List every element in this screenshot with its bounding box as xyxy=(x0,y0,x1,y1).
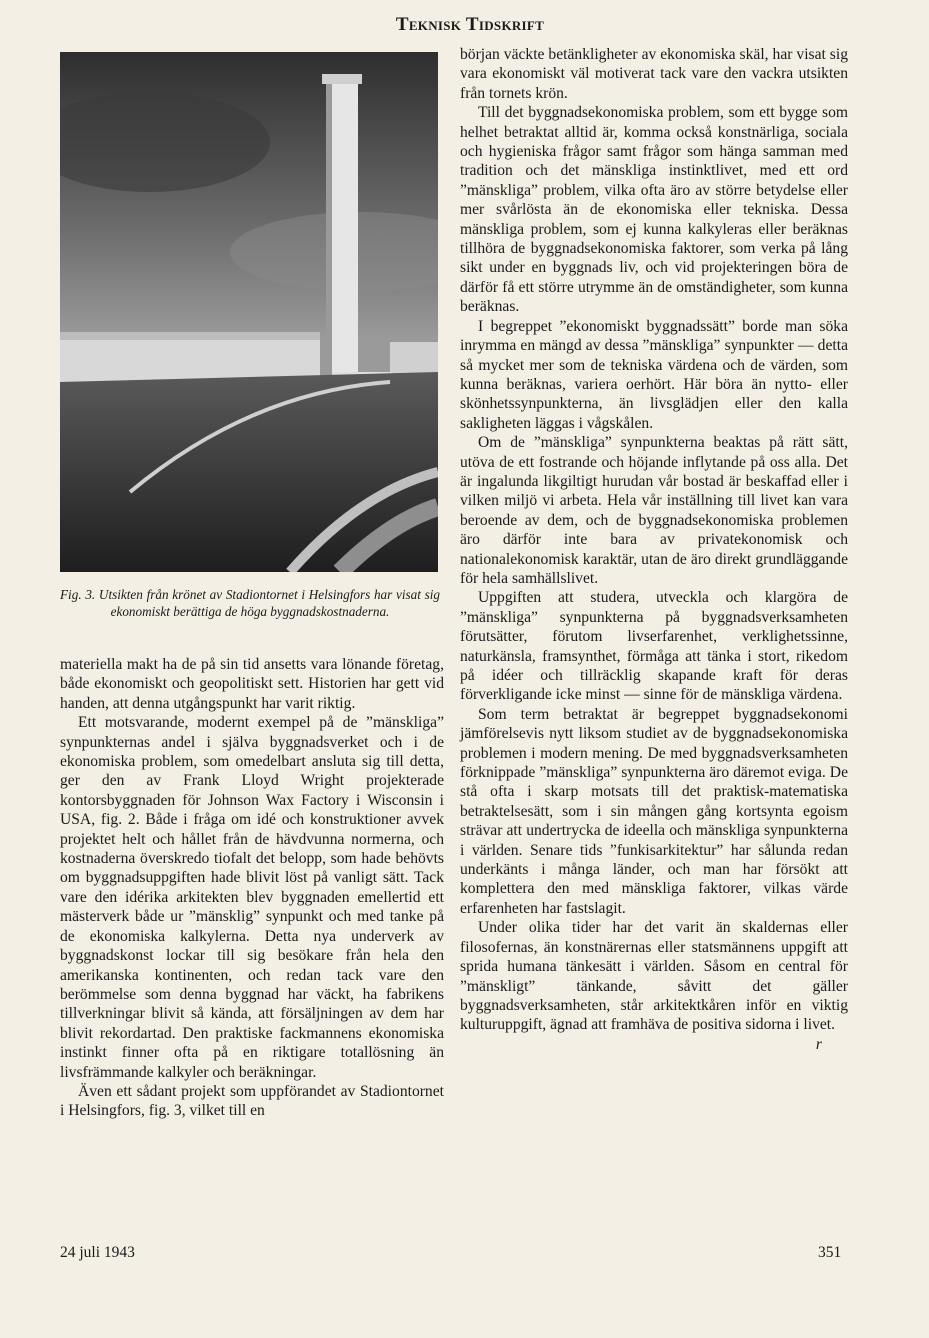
stadium-tower-photo xyxy=(60,52,438,572)
paragraph: Som term betraktat är begreppet byggnadsekonomi jämförelsevis nytt liksom studiet av de byggnadsekonomiska problemen i modern mening. De med byggnadsverksamheten förknippade ”mänskliga” synpunkterna äro däremot eviga. De stå ofta i skarp motsats till det praktisk-matematiska betraktelsesätt, som i sin mången gång kortsynta egoism strävar att undertrycka de ideella och mänskliga synpunkterna i världen. Senare tids ”funkisarkitektur” har sålunda redan underkänts i många länder, och man har försökt att komplettera den med mänskliga faktorer, vilkas värde erfarenheten har fastslagit. xyxy=(460,705,848,917)
paragraph: Om de ”mänskliga” synpunkterna beaktas på rätt sätt, utöva de ett fostrande och höjande inflytande på oss alla. Det är ingalunda likgiltigt hurudan vår bostad är beskaffad eller i vilken miljö vi arbeta. Hela vår inställning till livet kan vara beroende av dem, och de byggnadsekonomiska problemen äro därför inte bara av privatekonomisk och nationalekonomisk karaktär, utan de äro direkt grundläggande för hela samhällslivet. xyxy=(460,434,848,587)
paragraph: Även ett sådant projekt som uppförandet av Stadiontornet i Helsingfors, fig. 3, vilket till en xyxy=(60,1082,444,1120)
paragraph: Till det byggnadsekonomiska problem, som ett bygge som helhet betraktat alltid är, komma också konstnärliga, sociala och hygieniska frågor samt frågor som hänga samman med tradition och det mänskliga instinktlivet, med ett ord ”mänskliga” problem, vilka ofta äro av större betydelse eller mer svårlösta än de ekonomiska eller tekniska. Dessa mänskliga problem, som ej kunna kalkyleras eller beräknas tillhöra de byggnadsekonomiska faktorer, som verka på lång sikt under en byggnads liv, och vid projekteringen böra de därför få ett större utrymme än de omständigheter, som kunna beräknas. xyxy=(460,104,848,316)
left-column xyxy=(60,655,444,1121)
paragraph: början väckte betänkligheter av ekonomiska skäl, har visat sig vara ekonomiskt väl motiverat tack vare den vackra utsikten från tornets krön. xyxy=(460,46,848,102)
paragraph-last xyxy=(460,918,848,1053)
issue-date: 24 juli 1943 xyxy=(60,1244,135,1261)
figure-caption: Fig. 3. Utsikten från krönet av Stadiontornet i Helsingfors har visat sig ekonomiskt berättiga de höga byggnadskostnaderna. xyxy=(60,587,440,619)
page-number: 351 xyxy=(818,1244,842,1261)
paragraph: I begreppet ”ekonomiskt byggnadssätt” borde man söka inrymma en mängd av dessa ”mänskliga” synpunkter — detta så mycket mer som de tekniska värdena och de värden, som kunna beräknas, variera oerhört. Här böra än nytto- eller skönhetssynpunkterna, än livsglädjen eller den kalla sakligheten läggas i vågskålen. xyxy=(460,317,848,432)
paragraph: materiella makt ha de på sin tid ansetts vara lönande företag, både ekonomiskt och geopolitiskt sett. Historien har gett vid handen, att denna utgångspunkt har varit riktig. xyxy=(60,656,444,712)
paragraph-text: Under olika tider har det varit än skaldernas eller filosofernas, än konstnärernas eller statsmännens uppgift att sprida humana tänkesätt i världen. Såsom en central för ”mänskligt” tänkande, såvitt det gäller byggnadsverksamheten, står arkitektkåren inför en viktig kulturuppgift, ägnad att framhäva de positiva sidorna i livet. xyxy=(460,919,848,1034)
paragraph: Uppgiften att studera, utveckla och klargöra de ”mänskliga” synpunkterna på byggnadsverksamheten förutsätter, förutom livserfarenhet, verklighetssinne, naturkänsla, framsynthet, förmåga att tänka i stort, rikedom på idéer och tillräcklig skapande kraft för deras förverkligande icke minst — sinne för de mänskliga värdena. xyxy=(460,589,848,704)
author-signature: r xyxy=(815,1035,822,1053)
paragraph: Ett motsvarande, modernt exempel på de ”mänskliga” synpunkternas andel i själva byggnadsverket och i de ekonomiska problem, som omedelbart ansluta sig till detta, ger den av Frank Lloyd Wright projekterade kontorsbyggnaden för Johnson Wax Factory i Wisconsin i USA, fig. 2. Både i fråga om idé och konstruktioner avvek projektet helt och hållet från de hävdvunna normerna, och kostnaderna överskredo tiofalt det belopp, som hade behövts om byggnadsuppgiften hade blivit löst på vanligt sätt. Tack vare den idérika arkitekten blev byggnaden emellertid ett mästerverk både ur ”mänsklig” synpunkt och med tanke på de ekonomiska kalkylerna. Detta nya underverk av byggnadskonst lockar till sig besökare från hela den amerikanska kontinenten, och redan tack vare den berömmelse som denna byggnad har väckt, ha fabrikens tillverkningar blivit så kända, att försäljningen av dem har blivit rekordartad. Den praktiske fackmannens ekonomiska instinkt finner ofta på en riktigare totallösning än livsfrämmande kalkyler och beräkningar. xyxy=(60,714,444,1081)
journal-title: Teknisk Tidskrift xyxy=(395,14,545,35)
right-column xyxy=(460,45,848,1054)
